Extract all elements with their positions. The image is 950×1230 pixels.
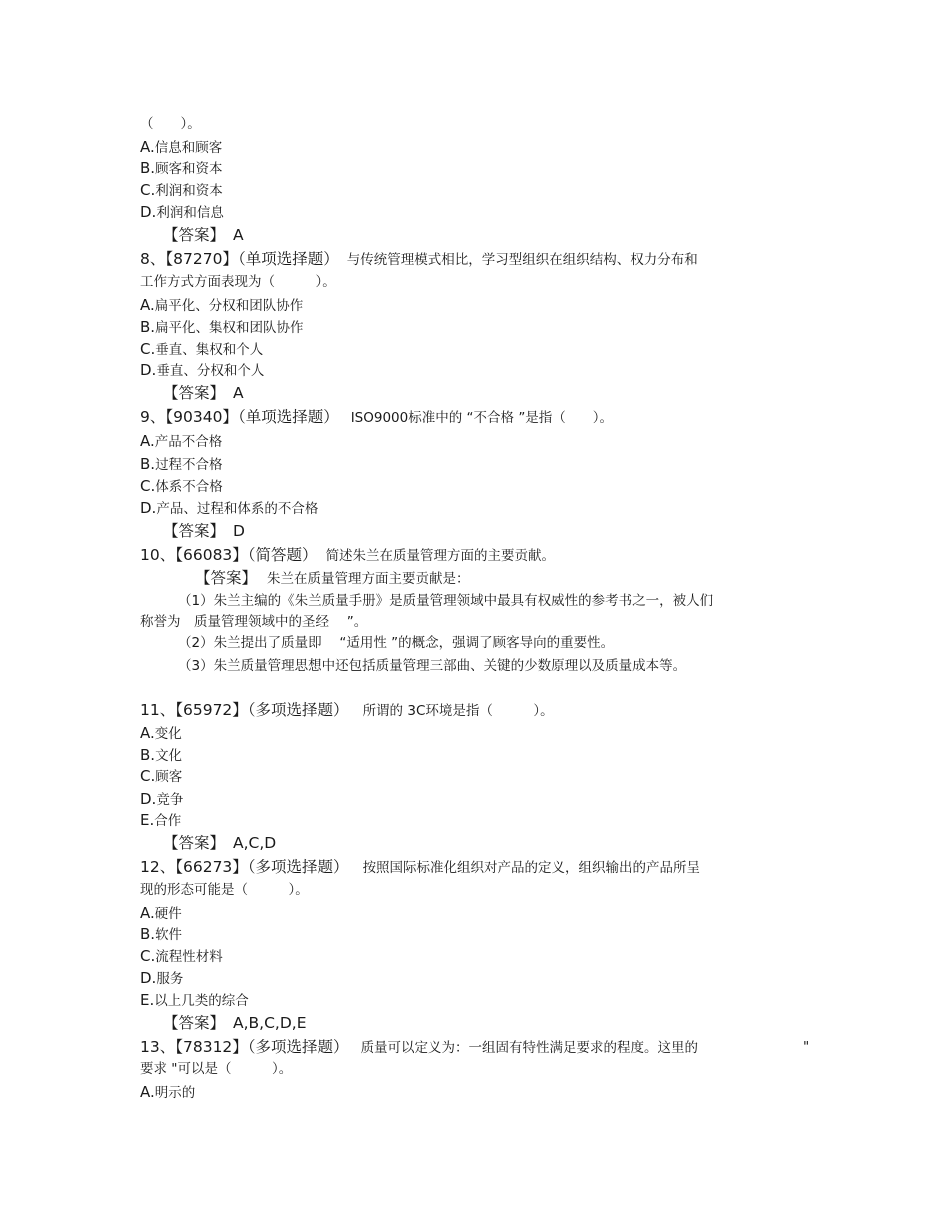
answer-label: 【答案】	[163, 834, 226, 852]
option-text: 扁平化、集权和团队协作	[155, 320, 304, 336]
question-12-heading	[140, 858, 700, 877]
question-12-text-cont: 现的形态可能是（ ）。	[140, 882, 309, 898]
option-text: 利润和资本	[155, 183, 223, 199]
option-text: 以上几类的综合	[154, 993, 249, 1009]
option-d	[140, 969, 183, 988]
question-number: 12、	[140, 858, 176, 876]
option-a	[140, 724, 182, 743]
option-letter: D.	[140, 499, 157, 517]
option-letter: B.	[140, 159, 156, 177]
answer-point-3: （3）朱兰质量管理思想中还包括质量管理三部曲、关键的少数原理以及质量成本等。	[178, 658, 687, 674]
option-letter: C.	[140, 477, 156, 495]
option-letter: C.	[140, 181, 156, 199]
option-text: 过程不合格	[155, 457, 223, 473]
option-c	[140, 340, 263, 359]
option-text: 信息和顾客	[154, 140, 223, 156]
answer-label: 【答案】	[163, 226, 226, 244]
answer-value: A	[233, 226, 244, 244]
answer-point-1: （1）朱兰主编的《朱兰质量手册》是质量管理领域中最具有权威性的参考书之一，被人们	[178, 593, 714, 609]
option-text: 垂直、集权和个人	[155, 342, 264, 358]
question-id: 【66083】	[175, 546, 248, 564]
question-8-heading	[140, 250, 698, 269]
option-letter: A.	[140, 138, 155, 156]
option-letter: D.	[140, 203, 157, 221]
answer-value: A	[233, 384, 244, 402]
option-letter: B.	[140, 746, 156, 764]
option-d	[140, 361, 264, 380]
option-text: 顾客	[155, 769, 183, 785]
option-text: 产品不合格	[154, 434, 223, 450]
answer-line	[163, 834, 276, 852]
question-id: 【90340】	[165, 408, 238, 426]
answer-intro: 朱兰在质量管理方面主要贡献是：	[267, 571, 470, 587]
option-text: 合作	[154, 813, 182, 829]
option-text: 扁平化、分权和团队协作	[154, 298, 304, 314]
option-text: 明示的	[154, 1085, 196, 1101]
option-text: 变化	[154, 726, 182, 742]
option-letter: B.	[140, 455, 156, 473]
option-letter: A.	[140, 296, 155, 314]
question-text: 与传统管理模式相比，学习型组织在组织结构、权力分布和	[346, 252, 698, 268]
option-letter: C.	[140, 947, 156, 965]
answer-value: A,B,C,D,E	[233, 1014, 307, 1032]
question-text: 所谓的 3C环境是指（ ）。	[362, 703, 554, 719]
option-b	[140, 746, 182, 765]
question-type: （单项选择题）	[237, 250, 339, 268]
option-letter: A.	[140, 432, 155, 450]
question-7-tail: （ ）。	[140, 116, 201, 132]
question-type: （单项选择题）	[237, 408, 339, 426]
question-text: 质量可以定义为：一组固有特性满足要求的程度。这里的	[360, 1040, 699, 1056]
question-number: 8、	[140, 250, 166, 268]
option-letter: C.	[140, 340, 156, 358]
answer-line	[163, 226, 244, 244]
option-b	[140, 925, 182, 944]
option-text: 竞争	[156, 792, 184, 808]
option-c	[140, 181, 223, 200]
option-text: 文化	[155, 748, 183, 764]
option-letter: A.	[140, 1083, 155, 1101]
question-type: （多项选择题）	[247, 1038, 349, 1056]
answer-value: D	[233, 522, 245, 540]
answer-intro-line	[195, 569, 470, 588]
option-text: 软件	[155, 927, 183, 943]
option-text: 利润和信息	[156, 205, 224, 221]
answer-value: A,C,D	[233, 834, 277, 852]
quote-mark: "	[803, 1039, 810, 1055]
option-letter: B.	[140, 318, 156, 336]
question-number: 11、	[140, 701, 176, 719]
option-text: 流程性材料	[155, 949, 223, 965]
question-text: 按照国际标准化组织对产品的定义，组织输出的产品所呈	[362, 860, 701, 876]
answer-point-1-cont: 称誉为 质量管理领域中的圣经 ”。	[140, 614, 368, 630]
question-id: 【66273】	[175, 858, 248, 876]
option-text: 顾客和资本	[155, 161, 223, 177]
question-type: （多项选择题）	[247, 858, 349, 876]
question-id: 【87270】	[165, 250, 238, 268]
option-b	[140, 318, 304, 337]
question-number: 9、	[140, 408, 166, 426]
option-a	[140, 904, 182, 923]
option-letter: A.	[140, 724, 155, 742]
question-type: （简答题）	[247, 546, 318, 564]
question-text: ISO9000标准中的 “不合格 ”是指（ ）。	[350, 410, 614, 426]
answer-label: 【答案】	[163, 1014, 226, 1032]
answer-line	[163, 1014, 307, 1032]
question-11-heading	[140, 701, 554, 720]
answer-label: 【答案】	[195, 569, 258, 587]
question-13-text-cont: 要求 "可以是（ ）。	[140, 1061, 293, 1077]
question-8-text-cont: 工作方式方面表现为（ ）。	[140, 274, 336, 290]
option-a	[140, 432, 222, 451]
option-c	[140, 477, 223, 496]
option-text: 体系不合格	[155, 479, 223, 495]
option-letter: C.	[140, 767, 156, 785]
option-a	[140, 296, 303, 315]
option-letter: D.	[140, 969, 157, 987]
answer-label: 【答案】	[163, 522, 226, 540]
option-b	[140, 159, 223, 178]
answer-label: 【答案】	[163, 384, 226, 402]
answer-line	[163, 384, 244, 402]
question-id: 【65972】	[175, 701, 248, 719]
option-text: 垂直、分权和个人	[156, 363, 265, 379]
question-type: （多项选择题）	[247, 701, 349, 719]
question-id: 【78312】	[175, 1038, 248, 1056]
option-text: 产品、过程和体系的不合格	[156, 501, 319, 517]
option-text: 服务	[156, 971, 184, 987]
option-a	[140, 138, 222, 157]
option-letter: E.	[140, 991, 155, 1009]
option-e	[140, 811, 181, 830]
question-10-heading	[140, 546, 555, 565]
option-b	[140, 455, 223, 474]
option-d	[140, 499, 318, 518]
option-d	[140, 790, 183, 809]
option-e	[140, 991, 249, 1010]
question-number: 13、	[140, 1038, 176, 1056]
option-letter: E.	[140, 811, 155, 829]
option-d	[140, 203, 224, 222]
option-letter: A.	[140, 904, 155, 922]
option-letter: B.	[140, 925, 156, 943]
option-letter: D.	[140, 790, 157, 808]
option-c	[140, 947, 223, 966]
question-text: 简述朱兰在质量管理方面的主要贡献。	[325, 548, 556, 564]
option-c	[140, 767, 182, 786]
answer-point-2: （2）朱兰提出了质量即 “适用性 ”的概念，强调了顾客导向的重要性。	[178, 635, 615, 651]
question-13-heading	[140, 1038, 698, 1057]
answer-line	[163, 522, 245, 540]
option-a	[140, 1083, 195, 1102]
option-text: 硬件	[154, 906, 182, 922]
question-number: 10、	[140, 546, 176, 564]
option-letter: D.	[140, 361, 157, 379]
question-9-heading	[140, 408, 613, 427]
